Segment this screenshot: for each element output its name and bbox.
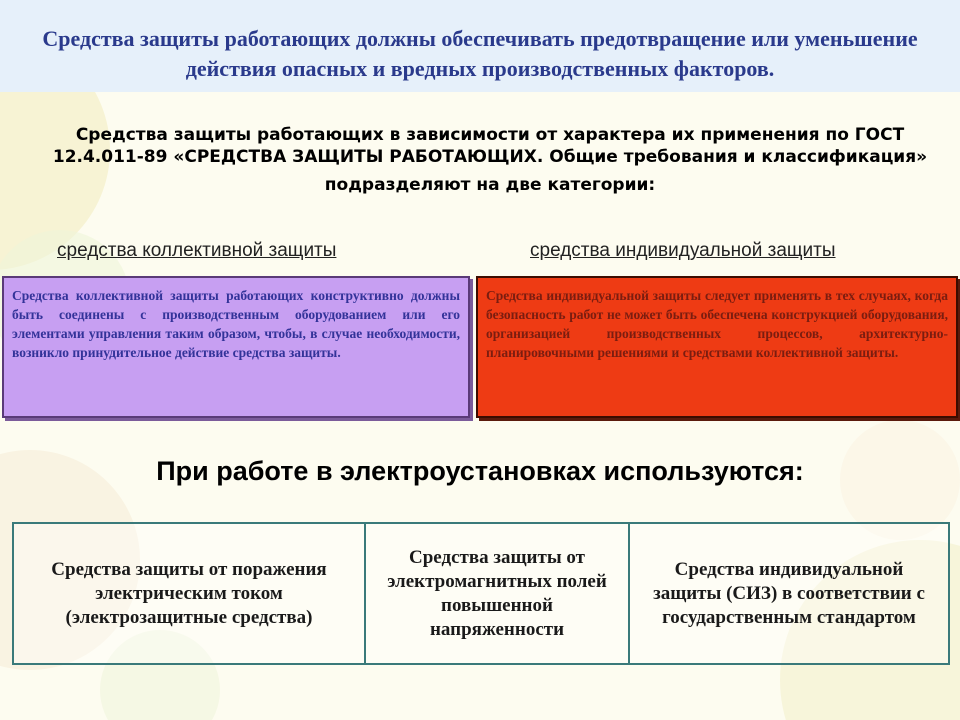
electro-heading: При работе в электроустановках используются:	[156, 456, 804, 486]
table-cell: Средства защиты от поражения электрическим током (электрозащитные средства)	[14, 524, 366, 663]
collective-protection-label: средства коллективной защиты	[57, 240, 337, 261]
collective-protection-box: Средства коллективной защиты работающих конструктивно должны быть соединены с производственным оборудованием или его элементами управления таким образом, чтобы, в случае необходимости, возникло принудительное действие средства защиты.	[2, 276, 470, 418]
individual-protection-label: средства индивидуальной защиты	[530, 240, 836, 261]
individual-protection-box: Средства индивидуальной защиты следует применять в тех случаях, когда безопасность работ не может быть обеспечена конструкцией оборудования, организацией производственных процессов, архитектурно-планировочными решениями и средствами коллективной защиты.	[476, 276, 958, 418]
page-title: Средства защиты работающих должны обеспечивать предотвращение или уменьшение действия опасных и вредных производственных факторов.	[42, 26, 918, 81]
electro-table	[12, 522, 950, 665]
table-cell: Средства индивидуальной защиты (СИЗ) в соответствии с государственным стандартом	[653, 558, 925, 628]
intro-line-1: Средства защиты работающих в зависимости от характера их применения по ГОСТ 12.4.011-89 «СРЕДСТВА ЗАЩИТЫ РАБОТАЮЩИХ. Общие требования и классификация»	[52, 125, 928, 167]
intro-text	[40, 124, 940, 196]
intro-line-2: подразделяют на две категории:	[324, 175, 656, 195]
table-cell: Средства защиты от электромагнитных полей повышенной напряженности	[366, 524, 630, 663]
